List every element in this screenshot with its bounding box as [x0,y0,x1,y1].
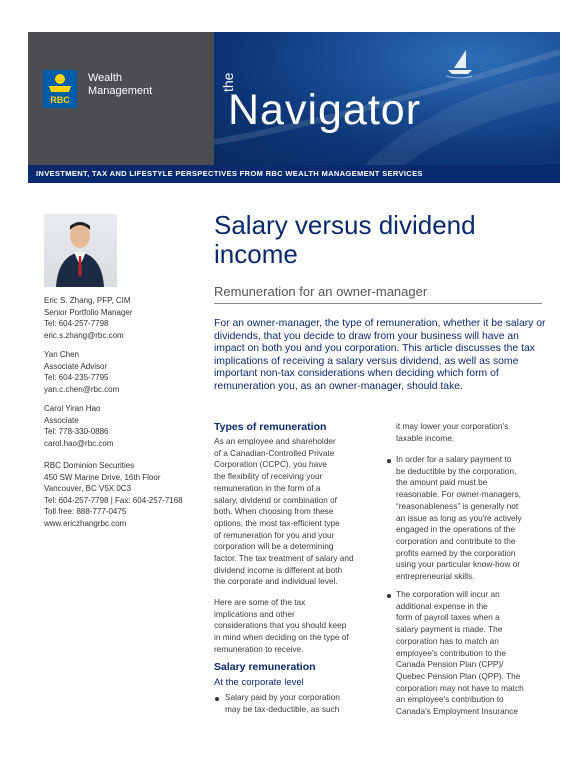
tagline-bar [28,165,560,183]
office-website[interactable]: www.ericzhangrbc.com [44,518,127,528]
contact-title: Associate Advisor [44,361,108,371]
text-line: in mind when deciding on the type of [214,632,349,643]
text-line: the flexibility of receiving your [214,471,323,482]
text-line: form of payroll taxes when a [396,612,500,623]
text-line: of remuneration for you and your [214,529,335,540]
contact-phone: Tel: 604-235-7795 [44,373,109,382]
text-line: remuneration to receive. [214,643,304,654]
contact-office [44,460,183,529]
text-line: salary payment is made. The [396,624,503,635]
bullet-payroll-taxes [396,589,551,718]
contact-yan-chen [44,349,119,395]
text-line: it may lower your corporation's [396,421,509,431]
text-line: considerations that you should keep [214,620,347,631]
contact-email[interactable]: eric.s.zhang@rbc.com [44,330,124,340]
office-address: 450 SW Marine Drive, 16th Floor [44,472,161,482]
contact-name: Yan Chen [44,350,79,359]
text-line: remuneration in the form of a [214,482,321,493]
text-line: the corporate and individual level. [214,576,338,587]
text-line: taxable income. [396,432,455,443]
contact-name: Eric S. Zhang, PFP, CIM [44,296,131,305]
text-line: corporation and contribute to the [396,535,516,546]
headline-line-1: Salary versus dividend [214,210,476,240]
headline-line-2: income [214,239,298,269]
text-line: additional expense in the [396,600,488,611]
types-heading: Types of remuneration [214,421,327,433]
bullet-dot [387,594,391,598]
contact-phone: Tel: 778-330-0886 [44,427,109,436]
office-toll-free: Toll free: 888-777-0475 [44,507,127,516]
text-line: corporation may not have to match [396,682,524,693]
text-line: may be tax-deductible, as such [225,703,340,714]
text-line: engaged in the operations of the [396,524,516,535]
salary-heading: Salary remuneration [214,661,316,673]
text-line: an issue as long as you're actively [396,512,522,523]
bullet-salary-deductible [225,692,375,715]
brand-line-1: Wealth [88,72,123,84]
text-line: of a Canadian-Controlled Private [214,447,335,458]
contact-name: Carol Yiran Hao [44,404,101,413]
office-city: Vancouver, BC V5X 0C3 [44,484,132,493]
brand-name [88,72,152,98]
text-line: corporation will be a determining [214,541,334,552]
office-name: RBC Dominion Securities [44,461,135,470]
text-line: Quebec Pension Plan (QPP). The [396,670,521,681]
article-intro: For an owner-manager, the type of remuneration, whether it be salary or dividends, that you decide to draw from your business will have an impact on both you and you corporation. This article discusses the tax implications of receiving a salary versus dividend, as well as some important non-tax considerations when deciding which form of remuneration you, as an owner-manager, should take. [214,318,546,392]
text-line: the amount paid must be [396,477,488,488]
contact-eric-zhang [44,295,133,341]
advisor-photo [44,214,117,287]
rbc-logo-text: RBC [50,95,70,105]
text-line: “reasonableness” is generally not [396,500,519,511]
subhead-divider [214,303,542,304]
corporate-level-subhead: At the corporate level [214,677,304,688]
bullet-salary-continued [396,421,551,444]
text-line: an employee's contribution to [396,694,504,705]
contact-carol-hao [44,403,113,449]
contact-email[interactable]: carol.hao@rbc.com [44,438,114,448]
text-line: be deductible by the corporation, [396,465,517,476]
text-line: Canada Pension Plan (CPP)/ [396,659,504,670]
text-line: reasonable. For owner-managers, [396,489,521,500]
tagline: INVESTMENT, TAX AND LIFESTYLE PERSPECTIVES FROM RBC WEALTH MANAGEMENT SERVICES [36,169,423,178]
contact-title: Associate [44,415,79,425]
text-line: dividend income is different at both [214,564,343,575]
text-line: factor. The tax treatment of salary and [214,553,354,564]
text-line: entrepreneurial skills. [396,571,475,582]
contact-email[interactable]: yan.c.chen@rbc.com [44,384,120,394]
text-line: In order for a salary payment to [396,454,512,464]
text-line: Salary paid by your corporation [225,692,340,702]
article-subhead: Remuneration for an owner-manager [214,284,428,299]
brand-line-2: Management [88,85,153,97]
text-line: using your particular know-how or [396,559,521,570]
office-phone-fax: Tel: 604-257-7798 | Fax: 604-257-7168 [44,495,183,505]
bullet-reasonableness [396,454,551,583]
title-prefix: the [220,72,236,92]
brand-panel [28,32,214,165]
text-line: implications and other [214,608,295,619]
contact-title: Senior Portfolio Manager [44,307,133,317]
text-line: Canada's Employment Insurance [396,706,518,717]
text-line: salary, dividend or combination of [214,494,337,505]
text-line: employee's contribution to the [396,647,506,658]
text-line: Corporation (CCPC), you have [214,459,327,470]
advisor-portrait-image [44,214,117,287]
text-line: both. When choosing from these [214,506,334,517]
text-line: options, the most tax-efficient type [214,517,340,528]
newsletter-title: Navigator [228,86,422,134]
article-headline [214,211,554,269]
bullet-dot [215,697,219,701]
text-line: corporation has to match an [396,635,499,646]
rbc-logo [43,70,77,108]
text-line: As an employee and shareholder [214,436,336,446]
text-line: The corporation will incur an [396,589,500,599]
types-paragraph-1 [214,436,374,588]
bullet-dot [387,459,391,463]
masthead-banner [214,32,560,165]
types-paragraph-2 [214,597,374,656]
text-line: profits earned by the corporation [396,547,516,558]
contact-phone: Tel: 604-257-7798 [44,319,109,328]
text-line: Here are some of the tax [214,597,306,607]
